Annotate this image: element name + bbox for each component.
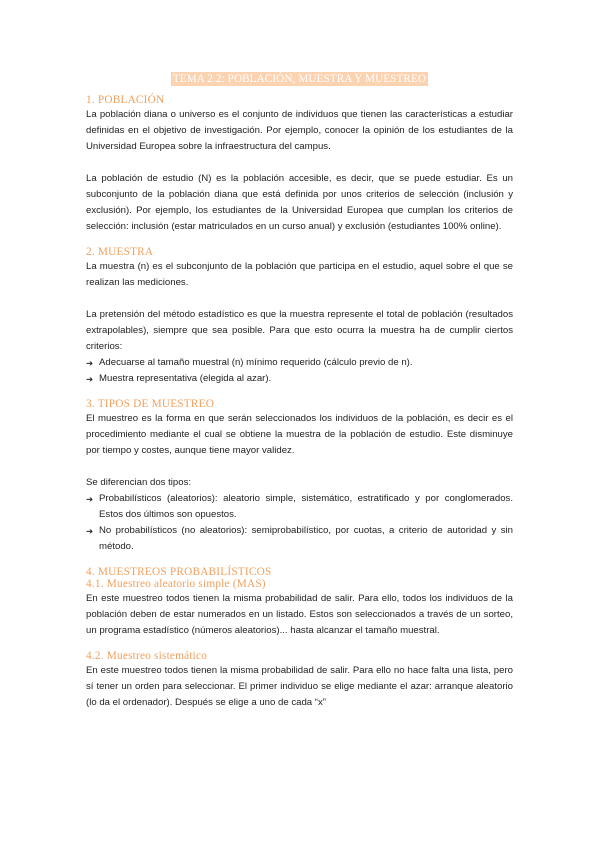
document-title: TEMA 2.2: POBLACIÓN, MUESTRA Y MUESTREO (172, 73, 427, 85)
section-heading-muestreos-probabilisticos: 4. MUESTREOS PROBABILÍSTICOS (86, 566, 272, 578)
list-item (86, 355, 513, 371)
list-item (86, 371, 513, 387)
arrow-right-icon: ➔ (86, 494, 94, 504)
title-wrap (86, 69, 513, 87)
list-item-text: Adecuarse al tamaño muestral (n) mínimo requerido (cálculo previo de n). (99, 357, 413, 368)
section-heading-tipos-muestreo: 3. TIPOS DE MUESTREO (86, 398, 215, 410)
arrow-right-icon: ➔ (86, 526, 94, 536)
bullet-list (86, 491, 513, 555)
list-item-text: No probabilísticos (no aleatorios): semiprobabilístico, por cuotas, a criterio de autoridad y sin método. (99, 525, 513, 552)
paragraph: La población diana o universo es el conjunto de individuos que tienen las características a estudiar definidas en el objetivo de investigación. Por ejemplo, conocer la opinión de los estudiantes de la Universidad Europea sobre la infraestructura del campus. (86, 109, 513, 152)
section-heading-poblacion: 1. POBLACIÓN (86, 94, 165, 106)
paragraph: La pretensión del método estadístico es que la muestra represente el total de población (resultados extrapolables), siempre que sea posible. Para que esto ocurra la muestra ha de cumplir ciertos criterios: (86, 309, 513, 352)
arrow-right-icon: ➔ (86, 358, 94, 368)
paragraph: El muestreo es la forma en que serán seleccionados los individuos de la población, es decir es el procedimiento mediante el cual se obtiene la muestra de la población de estudio. Este disminuye por tiempo y costes, aunque tiene mayor validez. (86, 413, 513, 456)
paragraph: Se diferencian dos tipos: (86, 477, 192, 488)
paragraph: En este muestreo todos tienen la misma probabilidad de salir. Para ello, todos los individuos de la población deben de estar numerados en un listado. Estos son seleccionados a través de un sorteo, un programa estadístico (números aleatorios)... hasta alcanzar el tamaño muestral. (86, 593, 513, 636)
section-heading-muestra: 2. MUESTRA (86, 246, 154, 258)
list-item-text: Muestra representativa (elegida al azar). (99, 373, 272, 384)
bullet-list (86, 355, 513, 387)
arrow-right-icon: ➔ (86, 374, 94, 384)
list-item-text: Probabilísticos (aleatorios): aleatorio simple, sistemático, estratificado y por conglomerados. Estos dos últimos son opuestos. (99, 493, 513, 520)
subsection-heading-sistematico: 4.2. Muestreo sistemático (86, 650, 208, 662)
list-item (86, 491, 513, 523)
list-item (86, 523, 513, 555)
paragraph: La población de estudio (N) es la población accesible, es decir, que se puede estudiar. Es un subconjunto de la población diana que está definida por unos criterios de selección (inclusión y exclusión). Por ejemplo, los estudiantes de la Universidad Europea que cumplan los criterios de selección: inclusión (estar matriculados en un curso anual) y exclusión (estudiantes 100% online). (86, 173, 513, 232)
subsection-heading-mas: 4.1. Muestreo aleatorio simple (MAS) (86, 578, 266, 590)
paragraph: La muestra (n) es el subconjunto de la población que participa en el estudio, aquel sobre el que se realizan las mediciones. (86, 261, 513, 288)
paragraph: En este muestreo todos tienen la misma probabilidad de salir. Para ello no hace falta una lista, pero sí tener un orden para seleccionar. El primer individuo se elige mediante el azar: arranque aleatorio (lo da el ordenador). Después se elige a uno de cada “x” (86, 665, 513, 708)
